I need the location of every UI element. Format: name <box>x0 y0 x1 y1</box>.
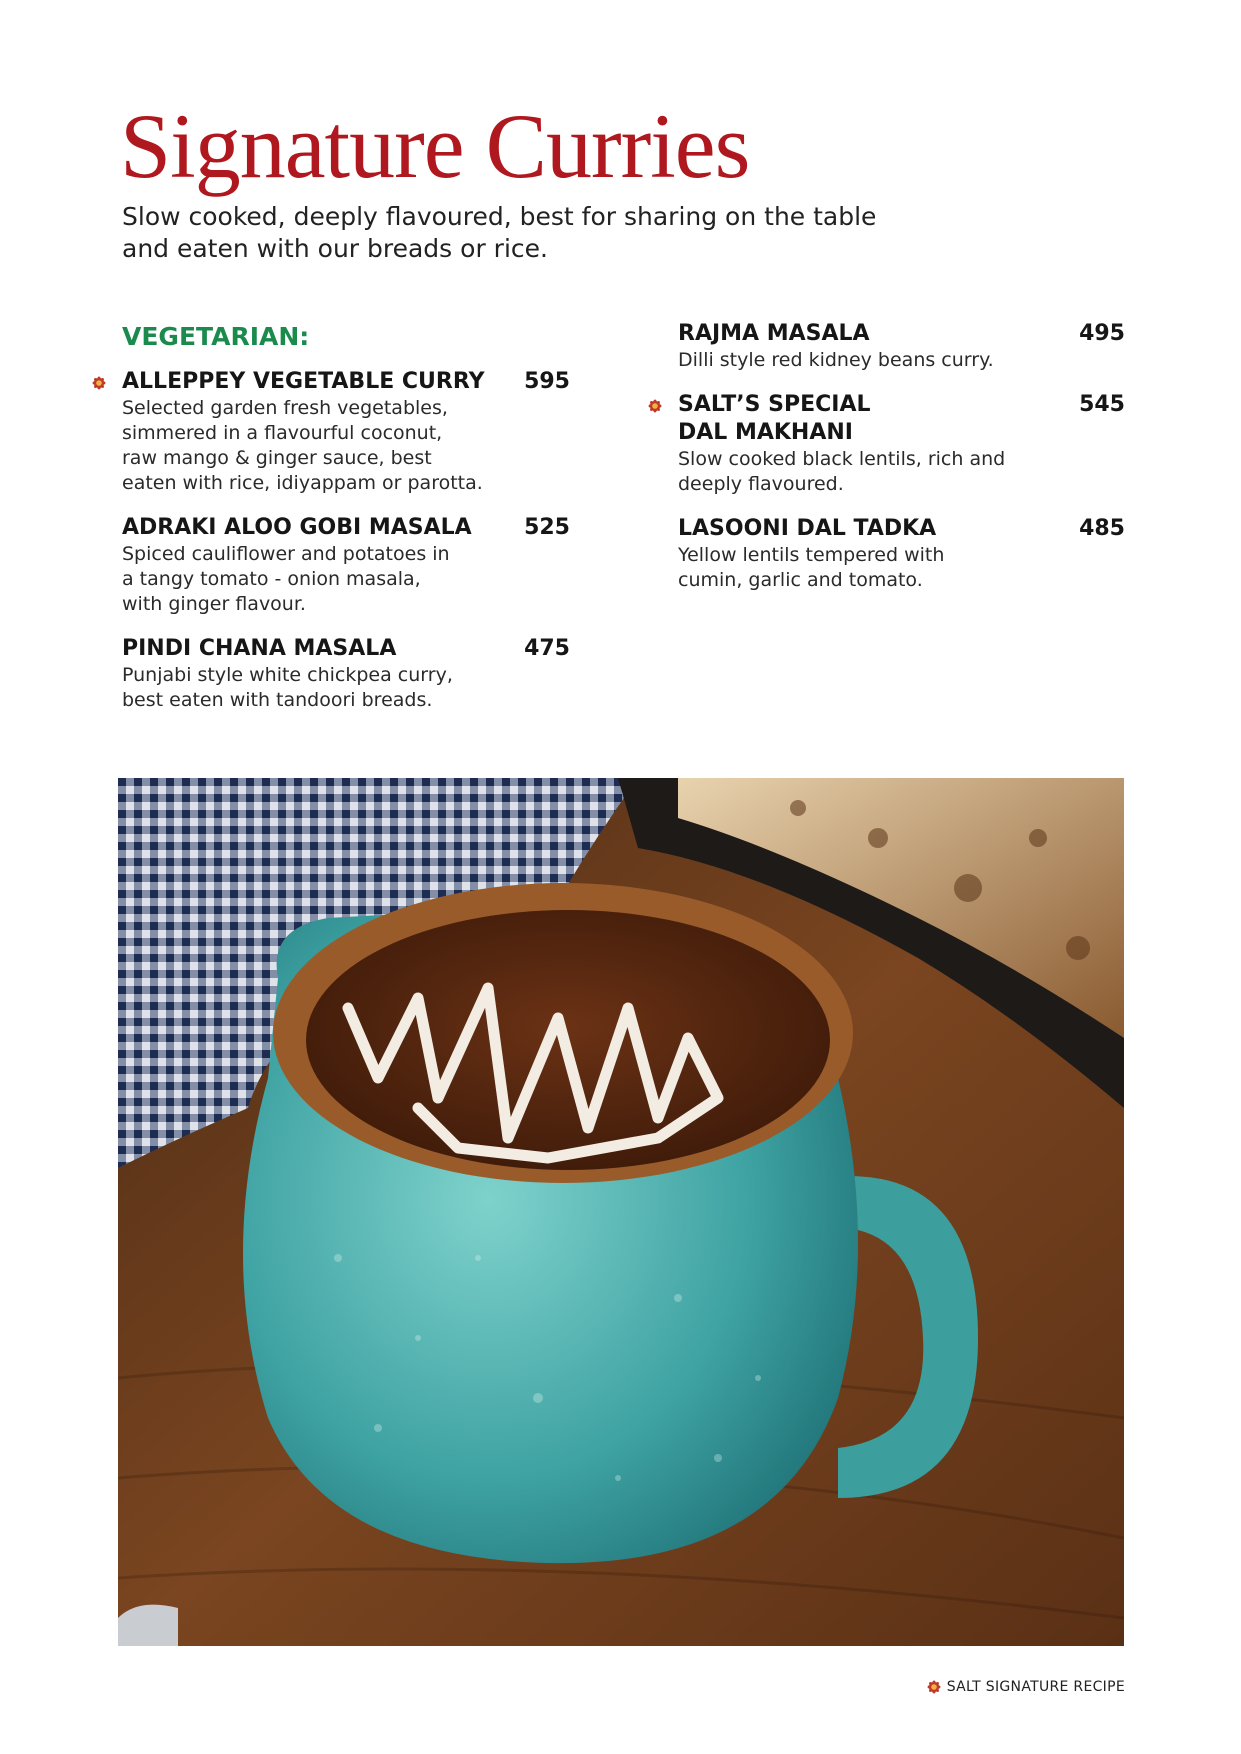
menu-item-price: 495 <box>1079 321 1125 346</box>
dal-column <box>678 320 1125 611</box>
menu-item-description: Spiced cauliflower and potatoes in a tangy tomato - onion masala, with ginger flavour. <box>122 543 450 615</box>
menu-item-name: ALLEPPEY VEGETABLE CURRY <box>122 369 485 394</box>
signature-recipe-legend <box>927 1679 1125 1695</box>
menu-item-header <box>122 368 570 396</box>
menu-item-description: Slow cooked black lentils, rich and deeply flavoured. <box>678 448 1006 495</box>
page-subtitle: Slow cooked, deeply flavoured, best for sharing on the table and eaten with our breads or rice. <box>122 202 877 263</box>
menu-item-name: ADRAKI ALOO GOBI MASALA <box>122 515 472 540</box>
menu-item-price: 525 <box>524 515 570 540</box>
menu-item-header <box>678 320 1125 348</box>
menu-item <box>678 391 1125 497</box>
menu-item-header <box>678 515 1125 543</box>
page-title: Signature Curries <box>120 95 750 197</box>
menu-item-description: Punjabi style white chickpea curry, best eaten with tandoori breads. <box>122 664 453 711</box>
menu-item-price: 595 <box>524 369 570 394</box>
menu-item-header <box>122 514 570 542</box>
menu-item-description: Yellow lentils tempered with cumin, garlic and tomato. <box>678 544 945 591</box>
menu-item-description: Dilli style red kidney beans curry. <box>678 349 994 371</box>
menu-item <box>678 320 1125 373</box>
menu-item <box>678 515 1125 593</box>
dish-photo <box>118 778 1124 1646</box>
signature-flower-icon <box>92 375 106 389</box>
menu-item-header <box>678 391 1125 447</box>
menu-item-header <box>122 635 570 663</box>
menu-item <box>122 514 570 617</box>
legend-label: SALT SIGNATURE RECIPE <box>946 1679 1125 1695</box>
vegetarian-column <box>122 320 570 731</box>
menu-item-price: 485 <box>1079 516 1125 541</box>
section-heading-vegetarian: VEGETARIAN: <box>122 322 310 351</box>
menu-item-name: PINDI CHANA MASALA <box>122 636 397 661</box>
menu-item-name: SALT’S SPECIAL DAL MAKHANI <box>678 392 871 445</box>
signature-flower-icon <box>648 398 662 412</box>
menu-item <box>122 635 570 713</box>
menu-item-description: Selected garden fresh vegetables, simmered in a flavourful coconut, raw mango & ginger sauce, best eaten with rice, idiyappam or parotta. <box>122 397 483 494</box>
menu-item <box>122 368 570 496</box>
menu-item-price: 475 <box>524 636 570 661</box>
signature-flower-icon <box>927 1680 941 1694</box>
menu-item-name: RAJMA MASALA <box>678 321 870 346</box>
menu-item-price: 545 <box>1079 392 1125 417</box>
menu-item-name: LASOONI DAL TADKA <box>678 516 937 541</box>
